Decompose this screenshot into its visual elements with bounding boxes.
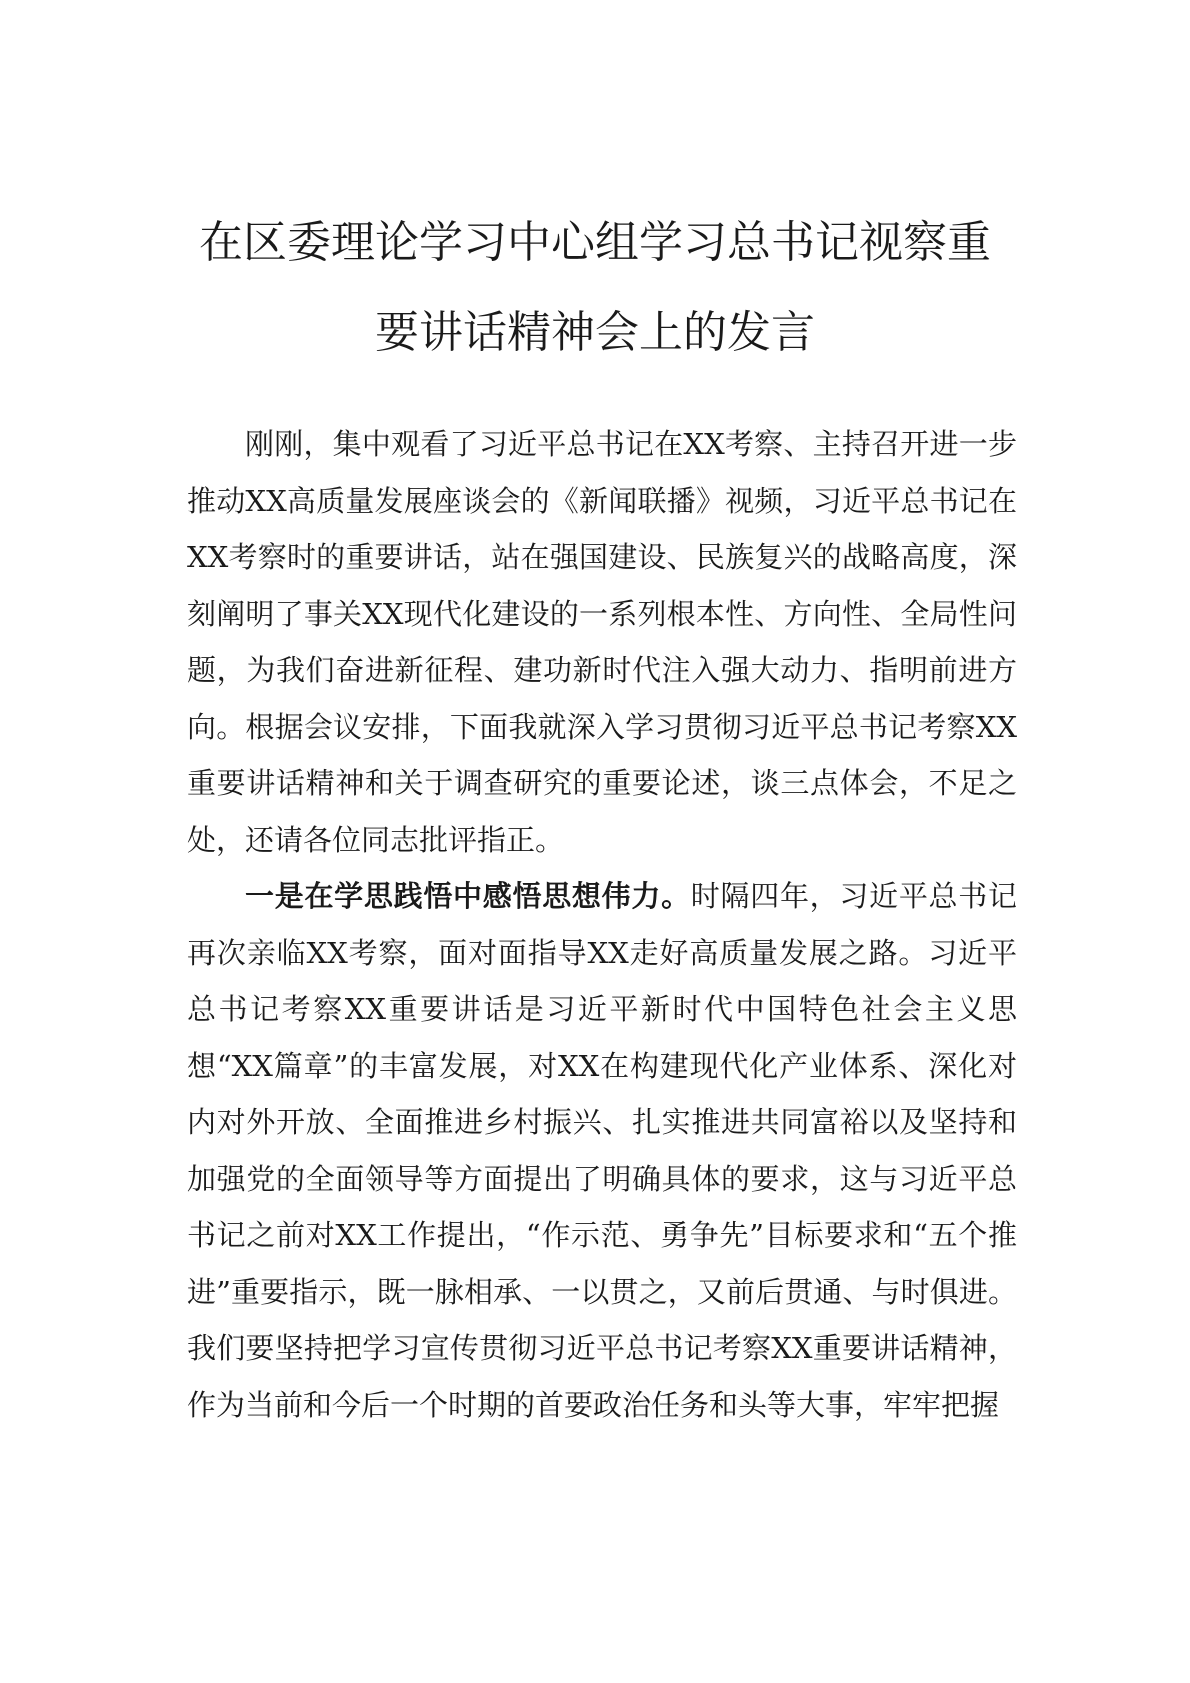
paragraph-2-body: 时隔四年，习近平总书记再次亲临XX考察，面对面指导XX走好高质量发展之路。习近平总书记考察XX重要讲话是习近平新时代中国特色社会主义思想“XX篇章”的丰富发展，对XX在构建现代化产业体系、深化对内对外开放、全面推进乡村振兴、扎实推进共同富裕以及坚持和加强党的全面领导等方面提出了明确具体的要求，这与习近平总书记之前对XX工作提出，“作示范、勇争先”目标要求和“五个推进”重要指示，既一脉相承、一以贯之，又前后贯通、与时俱进。我们要坚持把学习宣传贯彻习近平总书记考察XX重要讲话精神，作为当前和今后一个时期的首要政治任务和头等大事，牢牢把握 [187, 879, 1017, 1422]
paragraph-1: 刚刚，集中观看了习近平总书记在XX考察、主持召开进一步推动XX高质量发展座谈会的《新闻联播》视频，习近平总书记在XX考察时的重要讲话，站在强国建设、民族复兴的战略高度，深刻阐明了事关XX现代化建设的一系列根本性、方向性、全局性问题，为我们奋进新征程、建功新时代注入强大动力、指明前进方向。根据会议安排，下面我就深入学习贯彻习近平总书记考察XX重要讲话精神和关于调查研究的重要论述，谈三点体会，不足之处，还请各位同志批评指正。 [187, 427, 1017, 857]
paragraph-2-lead: 一是在学思践悟中感悟思想伟力。 [245, 879, 691, 913]
document-title [180, 198, 1010, 378]
document-body [187, 416, 1017, 1433]
paragraph-2 [187, 868, 1017, 1433]
title-line-1: 在区委理论学习中心组学习总书记视察重 [199, 217, 991, 268]
title-line-2: 要讲话精神会上的发言 [375, 307, 815, 358]
